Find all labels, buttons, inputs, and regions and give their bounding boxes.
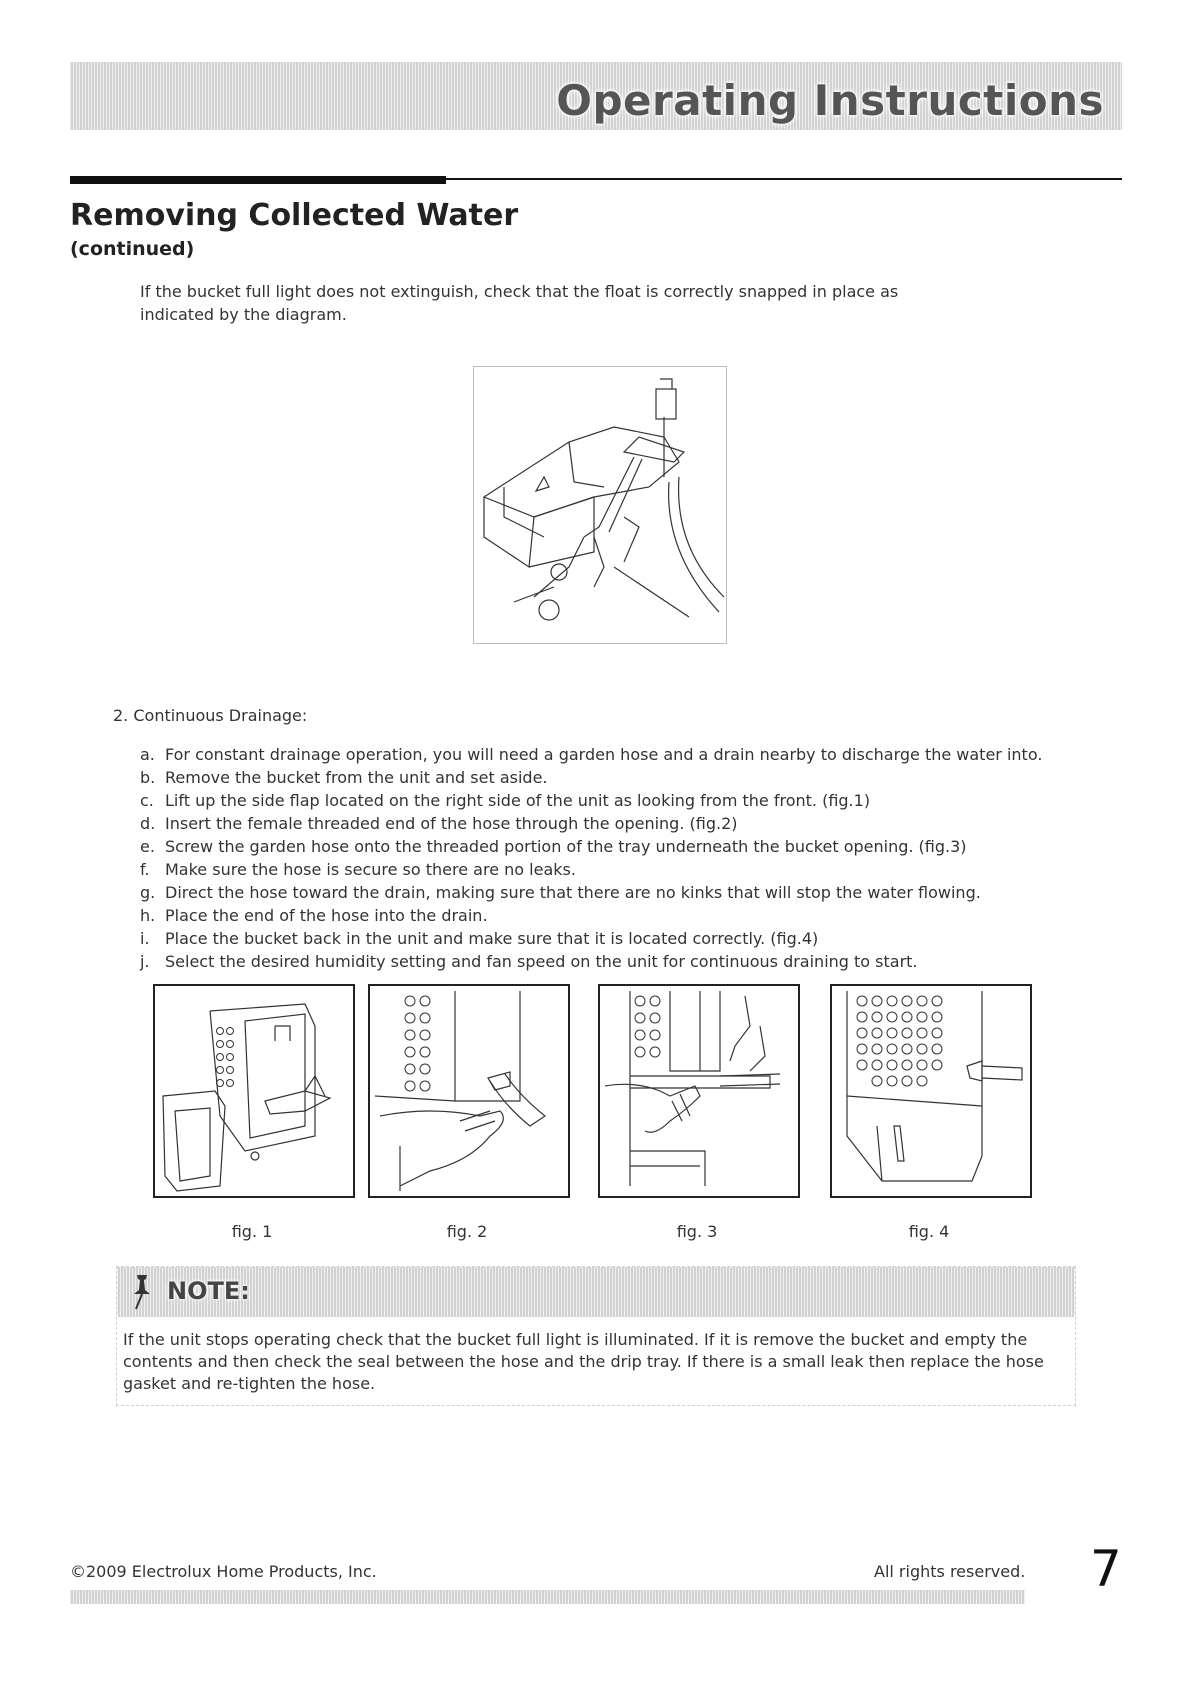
page-number: 7 — [1090, 1540, 1122, 1598]
drainage-steps — [140, 743, 1042, 973]
figure-4-illustration — [830, 984, 1032, 1198]
list-item: b. Remove the bucket from the unit and set aside. — [140, 768, 548, 787]
figure-2-caption: fig. 2 — [446, 1222, 488, 1241]
list-item: c. Lift up the side flap located on the right side of the unit as looking from the front. (fig.1) — [140, 791, 871, 810]
figure-1-illustration — [153, 984, 355, 1198]
list-item: h. Place the end of the hose into the drain. — [140, 906, 488, 925]
pushpin-icon — [127, 1273, 157, 1315]
section-title: Removing Collected Water — [70, 198, 519, 233]
figure-2-illustration — [368, 984, 570, 1198]
note-label: NOTE: — [167, 1277, 250, 1305]
figure-4-caption: fig. 4 — [908, 1222, 950, 1241]
figure-3-caption: fig. 3 — [676, 1222, 718, 1241]
figure-1-caption: fig. 1 — [231, 1222, 273, 1241]
list-item: g. Direct the hose toward the drain, making sure that there are no kinks that will stop the water flowing. — [140, 883, 981, 902]
footer-rights: All rights reserved. — [874, 1562, 1026, 1581]
list-item: e. Screw the garden hose onto the threaded portion of the tray underneath the bucket opening. (fig.3) — [140, 837, 967, 856]
figure-3-illustration — [598, 984, 800, 1198]
list-item: f. Make sure the hose is secure so there are no leaks. — [140, 860, 576, 879]
footer-copyright: ©2009 Electrolux Home Products, Inc. — [70, 1562, 377, 1581]
footer-band — [70, 1590, 1025, 1604]
section-rule-thick — [70, 176, 446, 184]
note-banner — [117, 1267, 1075, 1317]
header-banner — [70, 62, 1122, 130]
drainage-heading: 2. Continuous Drainage: — [113, 706, 308, 725]
section-subtitle: (continued) — [70, 238, 195, 260]
list-item: d. Insert the female threaded end of the hose through the opening. (fig.2) — [140, 814, 738, 833]
note-text: If the unit stops operating check that the bucket full light is illuminated. If it is remove the bucket and empty the contents and then check the seal between the hose and the drip tray. If there is a small leak then replace the hose gasket and re-tighten the hose. — [123, 1330, 1044, 1393]
list-item: j. Select the desired humidity setting and fan speed on the unit for continuous draining to start. — [140, 952, 918, 971]
page-header-title: Operating Instructions — [556, 76, 1104, 125]
section-rule-thin — [446, 178, 1122, 180]
list-item: i. Place the bucket back in the unit and make sure that it is located correctly. (fig.4) — [140, 929, 819, 948]
intro-paragraph: If the bucket full light does not extinguish, check that the float is correctly snapped in place as indicated by the diagram. — [140, 282, 899, 324]
float-diagram — [473, 366, 727, 644]
list-item: a. For constant drainage operation, you will need a garden hose and a drain nearby to discharge the water into. — [140, 745, 1043, 764]
note-box — [116, 1266, 1076, 1406]
